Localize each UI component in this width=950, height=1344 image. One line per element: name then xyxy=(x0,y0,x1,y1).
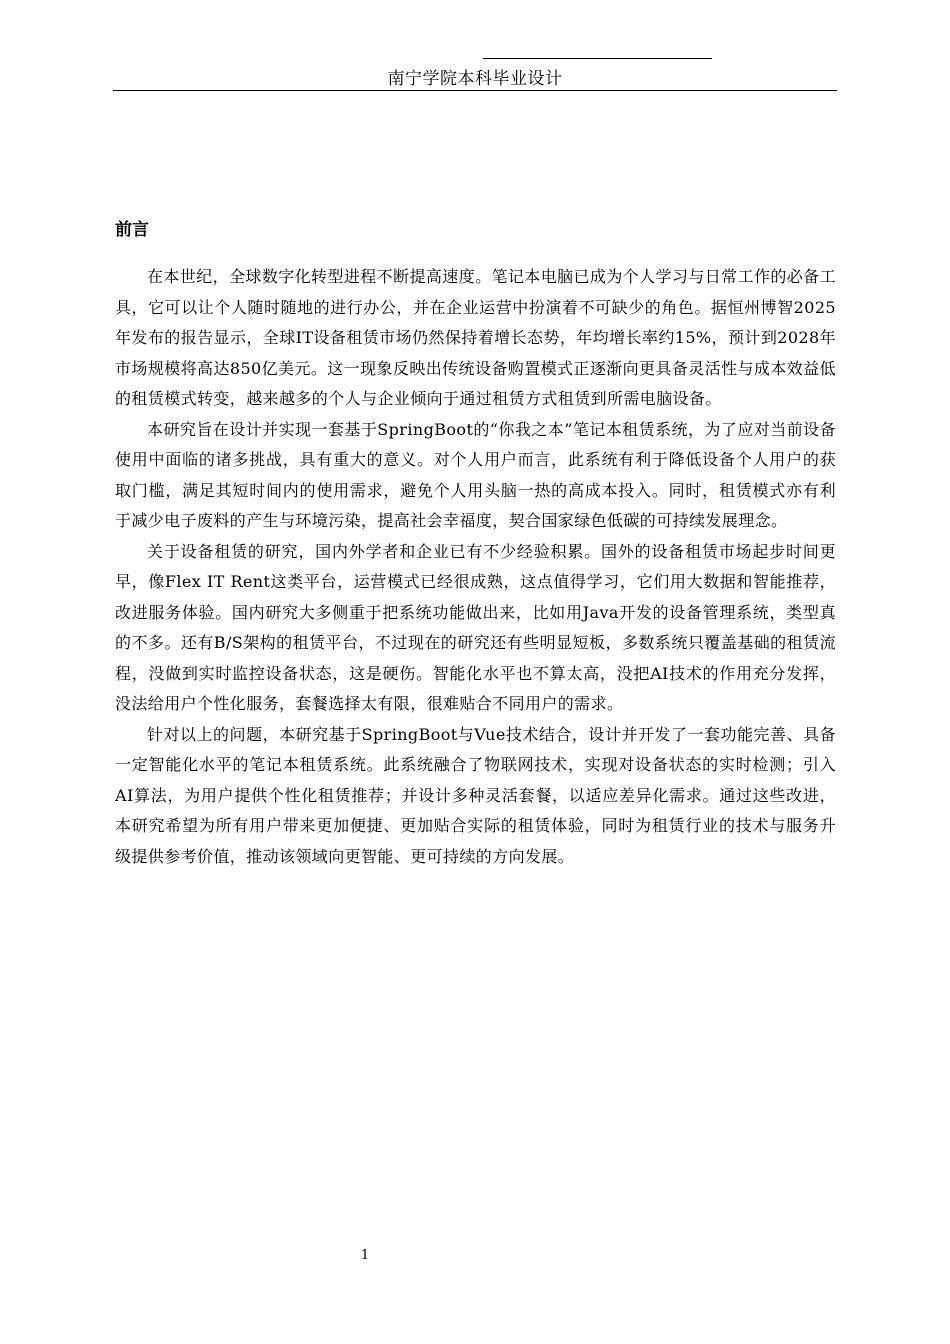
paragraph-2: 本研究旨在设计并实现一套基于SpringBoot的“你我之本”笔记本租赁系统，为了应对当前设备使用中面临的诸多挑战，具有重大的意义。对个人用户而言，此系统有利于降低设备个人用户的获取门槛，满足其短时间内的使用需求，避免个人用头脑一热的高成本投入。同时，租赁模式亦有利于减少电子废料的产生与环境污染，提高社会幸福度，契合国家绿色低碳的可持续发展理念。 xyxy=(115,419,836,530)
paragraph-1: 在本世纪，全球数字化转型进程不断提高速度。笔记本电脑已成为个人学习与日常工作的必备工具，它可以让个人随时随地的进行办公，并在企业运营中扮演着不可缺少的角色。据恒州博智2025年发布的报告显示，全球IT设备租赁市场仍然保持着增长态势，年均增长率约15%，预计到2028年市场规模将高达850亿美元。这一现象反映出传统设备购置模式正逐渐向更具备灵活性与成本效益低的租赁模式转变，越来越多的个人与企业倾向于通过租赁方式租赁到所需电脑设备。 xyxy=(115,267,836,408)
header-rule xyxy=(113,90,837,91)
page-header-title: 南宁学院本科毕业设计 xyxy=(387,69,563,89)
paragraph-4: 针对以上的问题，本研究基于SpringBoot与Vue技术结合，设计并开发了一套功能完善、具备一定智能化水平的笔记本租赁系统。此系统融合了物联网技术，实现对设备状态的实时检测；引入AI算法，为用户提供个性化租赁推荐；并设计多种灵活套餐，以适应差异化需求。通过这些改进，本研究希望为所有用户带来更加便捷、更加贴合实际的租赁体验，同时为租赁行业的技术与服务升级提供参考价值，推动该领域向更智能、更可持续的方向发展。 xyxy=(115,724,836,866)
section-title: 前言 xyxy=(115,220,149,240)
body-text xyxy=(115,262,836,872)
header-short-rule xyxy=(483,58,712,59)
paragraph-3: 关于设备租赁的研究，国内外学者和企业已有不少经验积累。国外的设备租赁市场起步时间更早，像Flex IT Rent这类平台，运营模式已经很成熟，这点值得学习，它们用大数据和智能推荐，改进服务体验。国内研究大多侧重于把系统功能做出来，比如用Java开发的设备管理系统，类型真的不多。还有B/S架构的租赁平台，不过现在的研究还有些明显短板，多数系统只覆盖基础的租赁流程，没做到实时监控设备状态，这是硬伤。智能化水平也不算太高，没把AI技术的作用充分发挥，没法给用户个性化服务，套餐选择太有限，很难贴合不同用户的需求。 xyxy=(115,541,836,713)
page-number: 1 xyxy=(360,1248,370,1263)
